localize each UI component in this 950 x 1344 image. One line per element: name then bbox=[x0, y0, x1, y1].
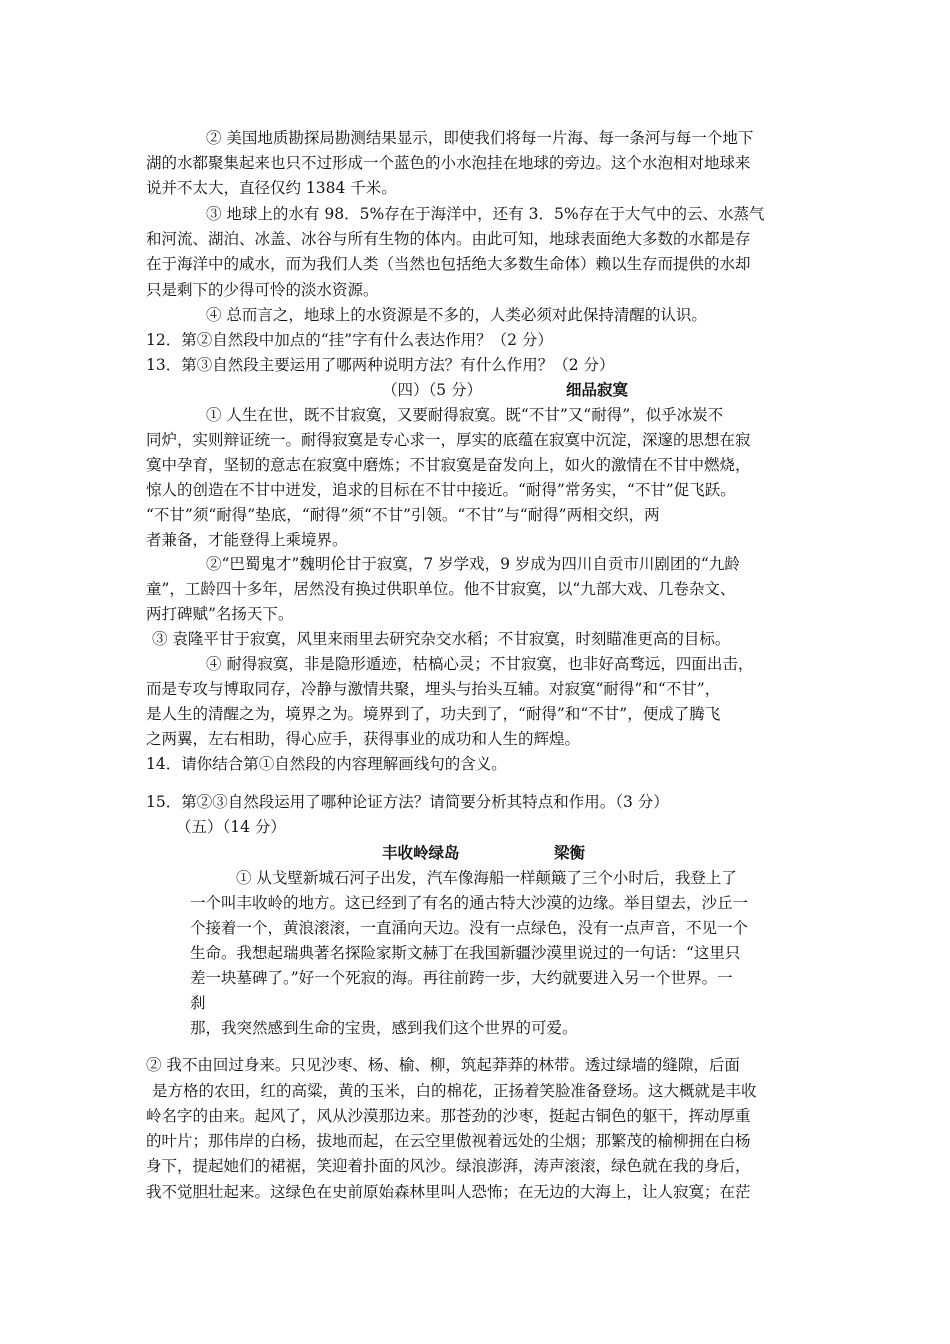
text-line: 是人生的清醒之为，境界之为。境界到了，功夫到了，“耐得”和“不甘”，便成了腾飞 bbox=[146, 705, 721, 723]
text-line: 岭名字的由来。起风了，风从沙漠那边来。那苍劲的沙枣，挺起古铜色的躯干，挥动厚重 bbox=[146, 1107, 751, 1125]
text-line: 只是剩下的少得可怜的淡水资源。 bbox=[146, 281, 379, 299]
question-13: 13．第③自然段主要运用了哪两种说明方法？有什么作用？（2 分） bbox=[146, 356, 615, 374]
text-line: 同炉，实则辩证统一。耐得寂寞是专心求一，厚实的底蕴在寂寞中沉淀，深邃的思想在寂 bbox=[146, 431, 751, 449]
text-line: ① 从戈壁新城石河子出发，汽车像海船一样颠簸了三个小时后，我登上了 bbox=[236, 869, 737, 887]
text-line: 两打碑赋”名扬天下。 bbox=[146, 605, 294, 623]
text-line: 者兼备，才能登得上乘境界。 bbox=[146, 531, 348, 549]
text-line: 而是专攻与博取同存，冷静与激情共聚，埋头与抬头互辅。对寂寞“耐得”和“不甘”， bbox=[146, 680, 721, 698]
text-line: 生命。我想起瑞典著名探险家斯文赫丁在我国新疆沙漠里说过的一句话：“这里只 bbox=[190, 944, 741, 962]
article-title: 细品寂寞 bbox=[566, 380, 629, 399]
text-line: ④ 耐得寂寞，非是隐形遁迹，枯槁心灵；不甘寂寞，也非好高骛远，四面出击， bbox=[206, 655, 754, 673]
text-line: 差一块墓碑了。”好一个死寂的海。再往前跨一步，大约就要进入另一个世界。一 bbox=[190, 969, 733, 987]
text-line: 的叶片；那伟岸的白杨，拔地而起，在云空里傲视着远处的尘烟；那繁茂的榆柳拥在白杨 bbox=[146, 1132, 751, 1150]
article-title: 丰收岭绿岛 bbox=[382, 843, 460, 862]
text-line: 在于海洋中的咸水，而为我们人类（当然也包括绝大多数生命体）赖以生存而提供的水却 bbox=[146, 255, 751, 273]
text-line: ②“巴蜀鬼才”魏明伦甘于寂寞，7 岁学戏，9 岁成为四川自贡市川剧团的“九龄 bbox=[206, 555, 740, 573]
text-line: 那，我突然感到生命的宝贵，感到我们这个世界的可爱。 bbox=[190, 1019, 578, 1037]
text-line: “不甘”须“耐得”垫底，“耐得”须“不甘”引领。“不甘”与“耐得”两相交织，两 bbox=[146, 506, 660, 524]
text-line: 惊人的创造在不甘中迸发，追求的目标在不甘中接近。“耐得”常务实，“不甘”促飞跃。 bbox=[146, 481, 736, 499]
text-line: 个接着一个，黄浪滚滚，一直涌向天边。没有一点绿色，没有一点声音，不见一个 bbox=[190, 919, 749, 937]
text-line: 童”，工龄四十多年，居然没有换过供职单位。他不甘寂寞，以“九部大戏、几卷杂文、 bbox=[146, 580, 736, 598]
text-line: 刹 bbox=[190, 994, 206, 1012]
text-line: 说并不太大，直径仅约 1384 千米。 bbox=[146, 179, 397, 197]
text-line: 一个叫丰收岭的地方。这已经到了有名的通古特大沙漠的边缘。举目望去，沙丘一 bbox=[190, 894, 749, 912]
text-line: ③ 地球上的水有 98．5%存在于海洋中，还有 3．5%存在于大气中的云、水蒸气 bbox=[206, 205, 765, 223]
text-line: 是方格的农田，红的高粱，黄的玉米，白的棉花，正扬着笑脸准备登场。这大概就是丰收 bbox=[152, 1082, 757, 1100]
question-12: 12．第②自然段中加点的“挂”字有什么表达作用？（2 分） bbox=[146, 331, 553, 349]
text-line: 湖的水都聚集起来也只不过形成一个蓝色的小水泡挂在地球的旁边。这个水泡相对地球来 bbox=[146, 154, 751, 172]
text-line: ② 我不由回过身来。只见沙枣、杨、榆、柳，筑起莽莽的林带。透过绿墙的缝隙，后面 bbox=[146, 1056, 740, 1074]
question-14: 14．请你结合第①自然段的内容理解画线句的含义。 bbox=[146, 755, 507, 773]
article-author: 梁衡 bbox=[554, 843, 586, 862]
text-line: ① 人生在世，既不甘寂寞，又要耐得寂寞。既“不甘”又“耐得”，似乎冰炭不 bbox=[206, 406, 724, 424]
text-line: 寞中孕育，坚韧的意志在寂寞中磨炼；不甘寂寞是奋发向上，如火的激情在不甘中燃烧， bbox=[146, 456, 751, 474]
text-line: 身下，提起她们的裙裾，笑迎着扑面的风沙。绿浪澎湃，涛声滚滚，绿色就在我的身后， bbox=[146, 1157, 751, 1175]
section-4-label: （四）（5 分） bbox=[382, 381, 483, 399]
text-line: 之两翼，左右相助，得心应手，获得事业的成功和人生的辉煌。 bbox=[146, 730, 581, 748]
text-line: ④ 总而言之，地球上的水资源是不多的，人类必须对此保持清醒的认识。 bbox=[206, 306, 707, 324]
text-line: 我不觉胆壮起来。这绿色在史前原始森林里叫人恐怖；在无边的大海上，让人寂寞；在茫 bbox=[146, 1183, 751, 1201]
text-line: ② 美国地质勘探局勘测结果显示，即使我们将每一片海、每一条河与每一个地下 bbox=[206, 129, 754, 147]
text-line: 和河流、湖泊、冰盖、冰谷与所有生物的体内。由此可知，地球表面绝大多数的水都是存 bbox=[146, 230, 751, 248]
section-5-label: （五）（14 分） bbox=[176, 818, 286, 836]
question-15: 15．第②③自然段运用了哪种论证方法？请简要分析其特点和作用。（3 分） bbox=[146, 793, 669, 811]
text-line: ③ 袁隆平甘于寂寞，风里来雨里去研究杂交水稻；不甘寂寞，时刻瞄准更高的目标。 bbox=[152, 630, 731, 648]
